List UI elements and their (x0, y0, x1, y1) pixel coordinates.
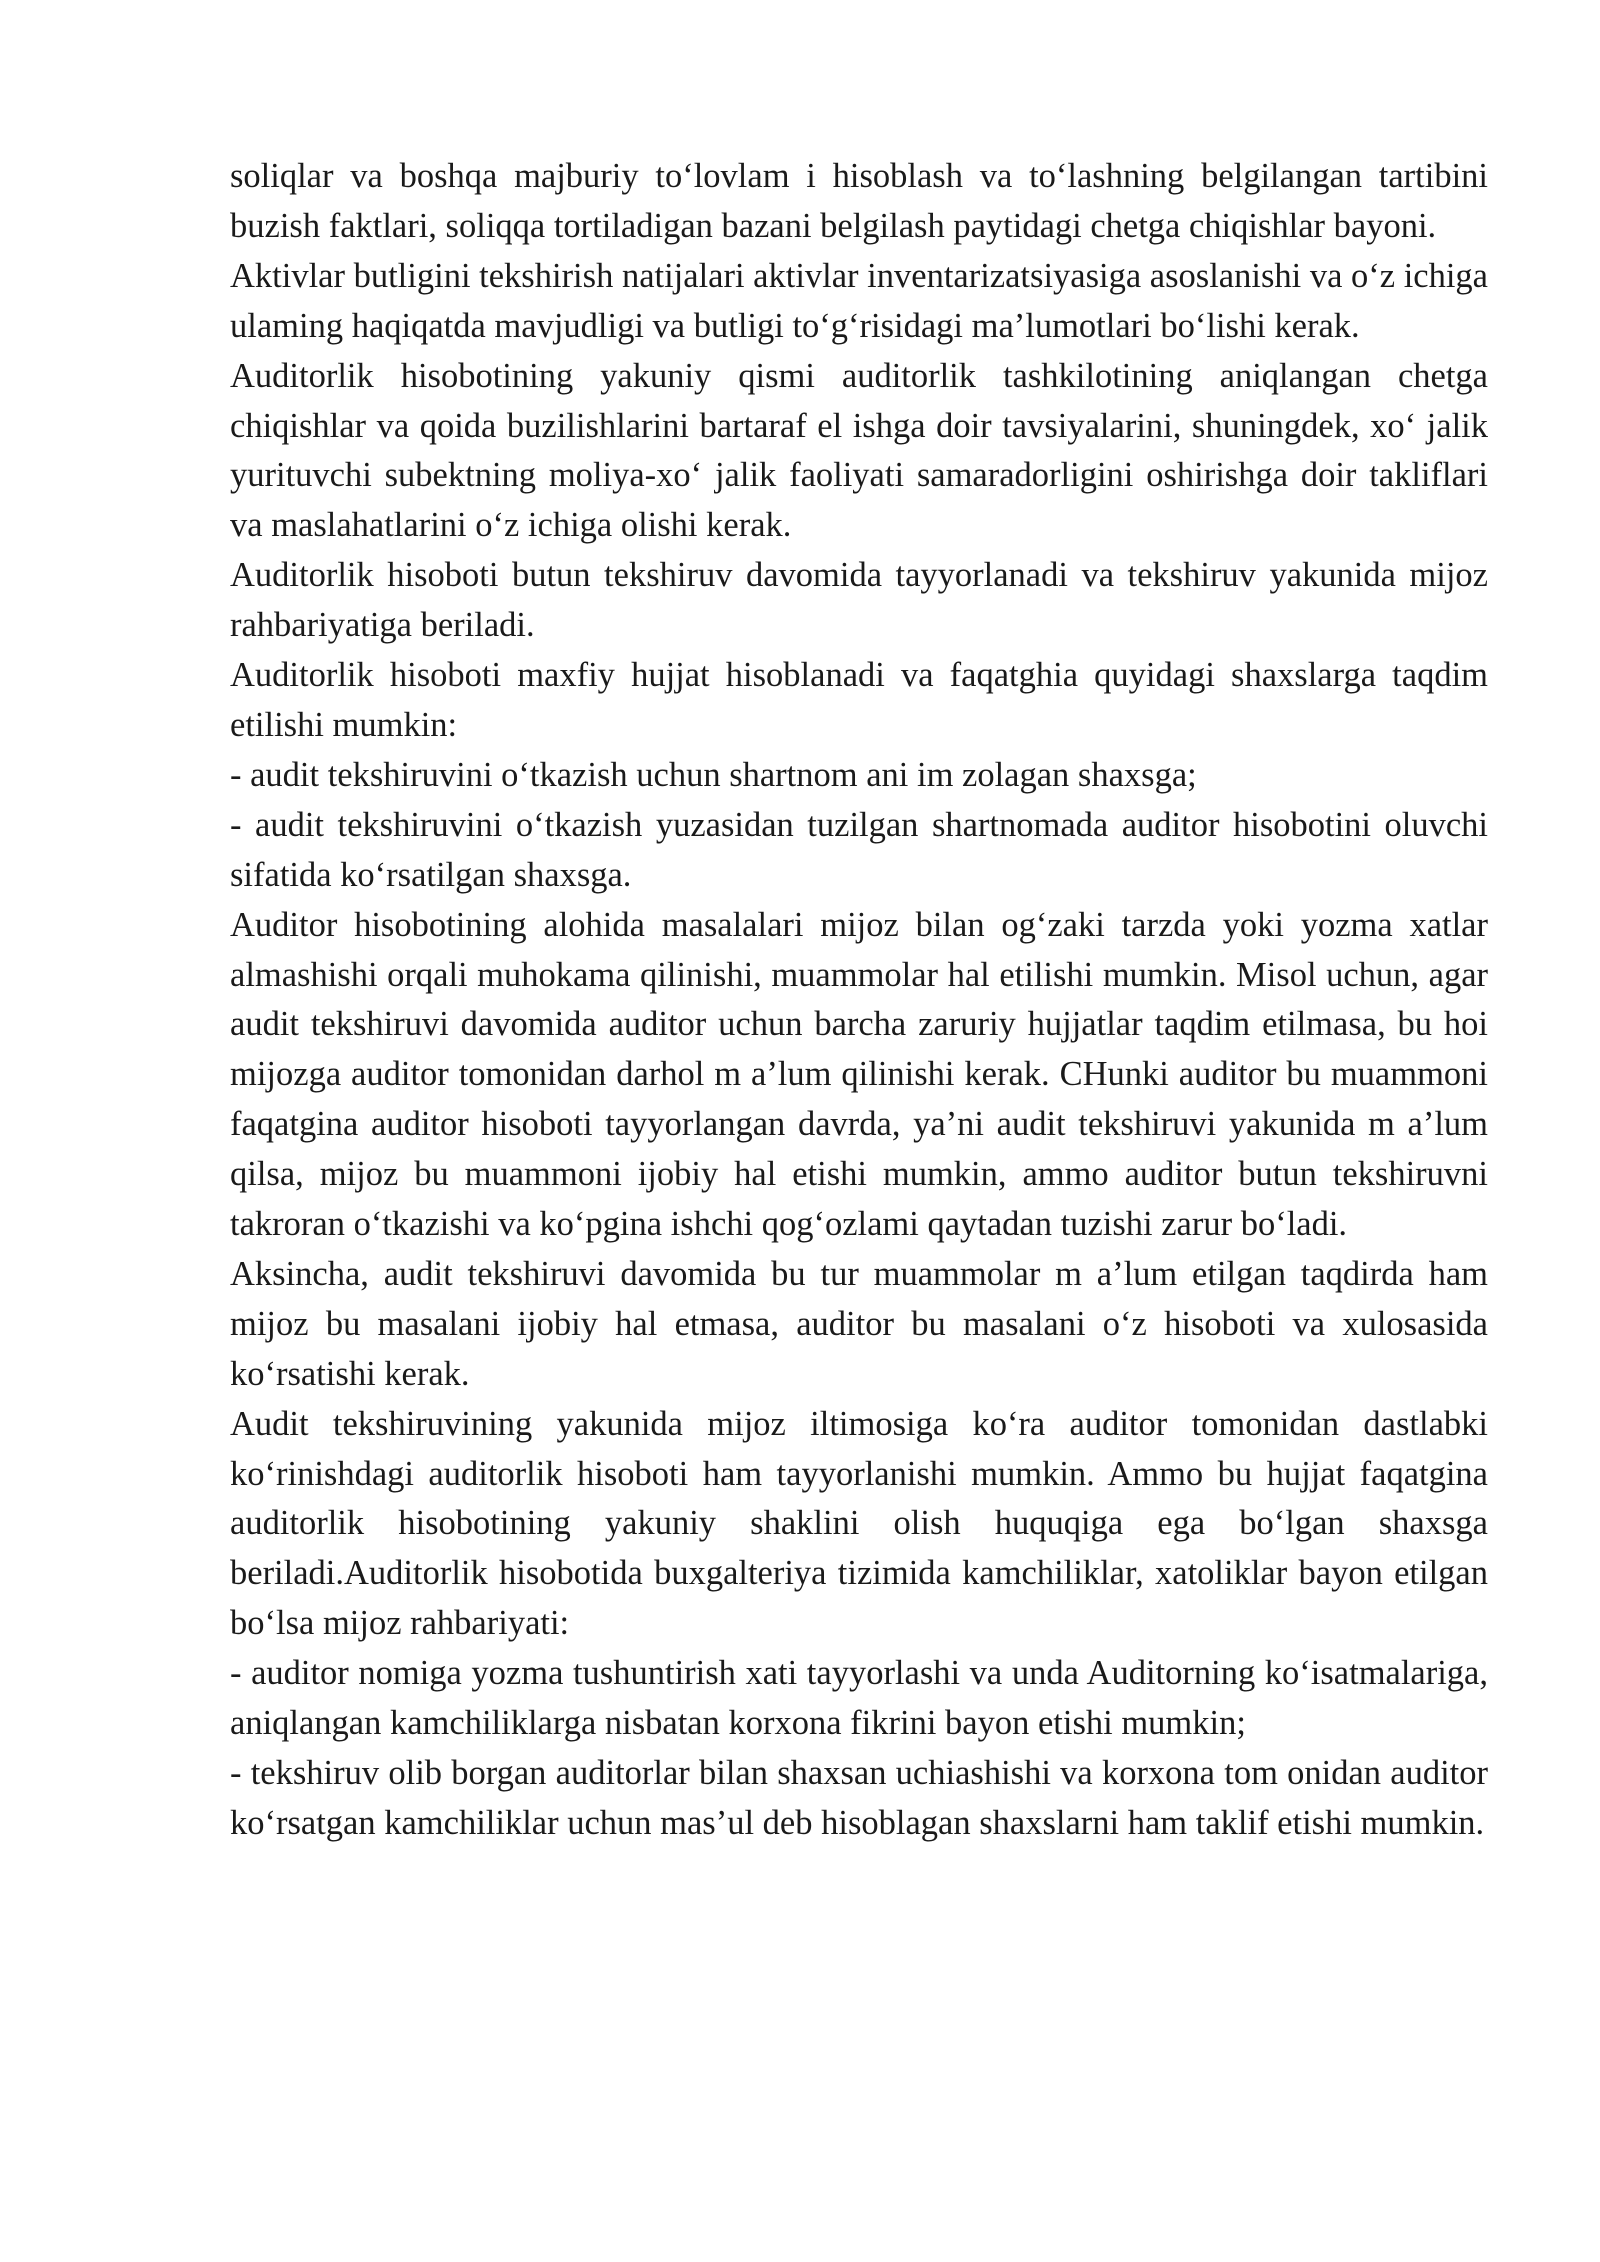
paragraph-report-final-part: Auditorlik hisobotining yakuniy qismi auditorlik tashkilotining aniqlangan chetga chiqishlar va qoida buzilishlarini bartaraf el ishga doir tavsiyalarini, shuningdek, xo‘ jalik yurituvchi subektning moliya-xo‘ jalik faoliyati samaradorligini oshirishga doir takliflari va maslahatlarini o‘z ichiga olishi kerak. (230, 356, 1488, 545)
paragraph-tax-violations: soliqlar va boshqa majburiy to‘lovlam i hisoblash va to‘lashning belgilangan tartibini buzish faktlari, soliqqa tortiladigan bazani belgilash paytidagi chetga chiqishlar bayoni. (230, 157, 1488, 245)
list-item-report-recipient: - audit tekshiruvini o‘tkazish yuzasidan tuzilgan shartnomada auditor hisobotini oluvchi sifatida ko‘rsatilgan shaxsga. (230, 805, 1488, 894)
paragraph-report-preparation: Auditorlik hisoboti butun tekshiruv davomida tayyorlanadi va tekshiruv yakunida mijoz rahbariyatiga beriladi. (230, 556, 1488, 645)
paragraph-preliminary-report: Audit tekshiruvining yakunida mijoz iltimosiga ko‘ra auditor tomonidan dastlabki ko‘rinishdagi auditorlik hisoboti ham tayyorlanishi mumkin. Ammo bu hujjat faqatgina auditorlik hisobotining yakuniy shaklini olish huquqiga ega bo‘lgan shaxsga beriladi.Auditorlik hisobotida buxgalteriya tizimida kamchiliklar, xatoliklar bayon etilgan bo‘lsa mijoz rahbariyati: (230, 1404, 1488, 1643)
paragraph-unresolved-issues: Aksincha, audit tekshiruvi davomida bu tur muammolar m a’lum etilgan taqdirda ham mijoz bu masalani ijobiy hal etmasa, auditor bu masalani o‘z hisoboti va xulosasida ko‘rsatishi kerak. (230, 1254, 1488, 1393)
paragraph-issue-discussion: Auditor hisobotining alohida masalalari mijoz bilan og‘zaki tarzda yoki yozma xatlar almashishi orqali muhokama qilinishi, muammolar hal etilishi mumkin. Misol uchun, agar audit tekshiruvi davomida auditor uchun barcha zaruriy hujjatlar taqdim etilmasa, bu hoi mijozga auditor tomonidan darhol m a’lum qilinishi kerak. CHunki auditor bu muammoni faqatgina auditor hisoboti tayyorlangan davrda, ya’ni audit tekshiruvi yakunida m a’lum qilsa, mijoz bu muammoni ijobiy hal etishi mumkin, ammo auditor butun tekshiruvni takroran o‘tkazishi va ko‘pgina ishchi qog‘ozlami qaytadan tuzishi zarur bo‘ladi. (230, 905, 1488, 1244)
document-body (230, 152, 1488, 1849)
list-item-written-explanation: - auditor nomiga yozma tushuntirish xati tayyorlashi va unda Auditorning ko‘isatmalariga, aniqlangan kamchiliklarga nisbatan korxona fikrini bayon etishi mumkin; (230, 1654, 1488, 1743)
list-item-contract-signer: - audit tekshiruvini o‘tkazish uchun shartnom ani im zolagan shaxsga; (230, 755, 1197, 794)
paragraph-asset-inventory: Aktivlar butligini tekshirish natijalari aktivlar inventarizatsiyasiga asoslanishi va o‘z ichiga ulaming haqiqatda mavjudligi va butligi to‘g‘risidagi ma’lumotlari bo‘lishi kerak. (230, 256, 1488, 345)
paragraph-confidential-report: Auditorlik hisoboti maxfiy hujjat hisoblanadi va faqatghia quyidagi shaxslarga taqdim etilishi mumkin: (230, 656, 1488, 744)
list-item-meeting-auditors: - tekshiruv olib borgan auditorlar bilan shaxsan uchiashishi va korxona tom onidan auditor ko‘rsatgan kamchiliklar uchun mas’ul deb hisoblagan shaxslarni ham taklif etishi mumkin. (230, 1754, 1488, 1842)
